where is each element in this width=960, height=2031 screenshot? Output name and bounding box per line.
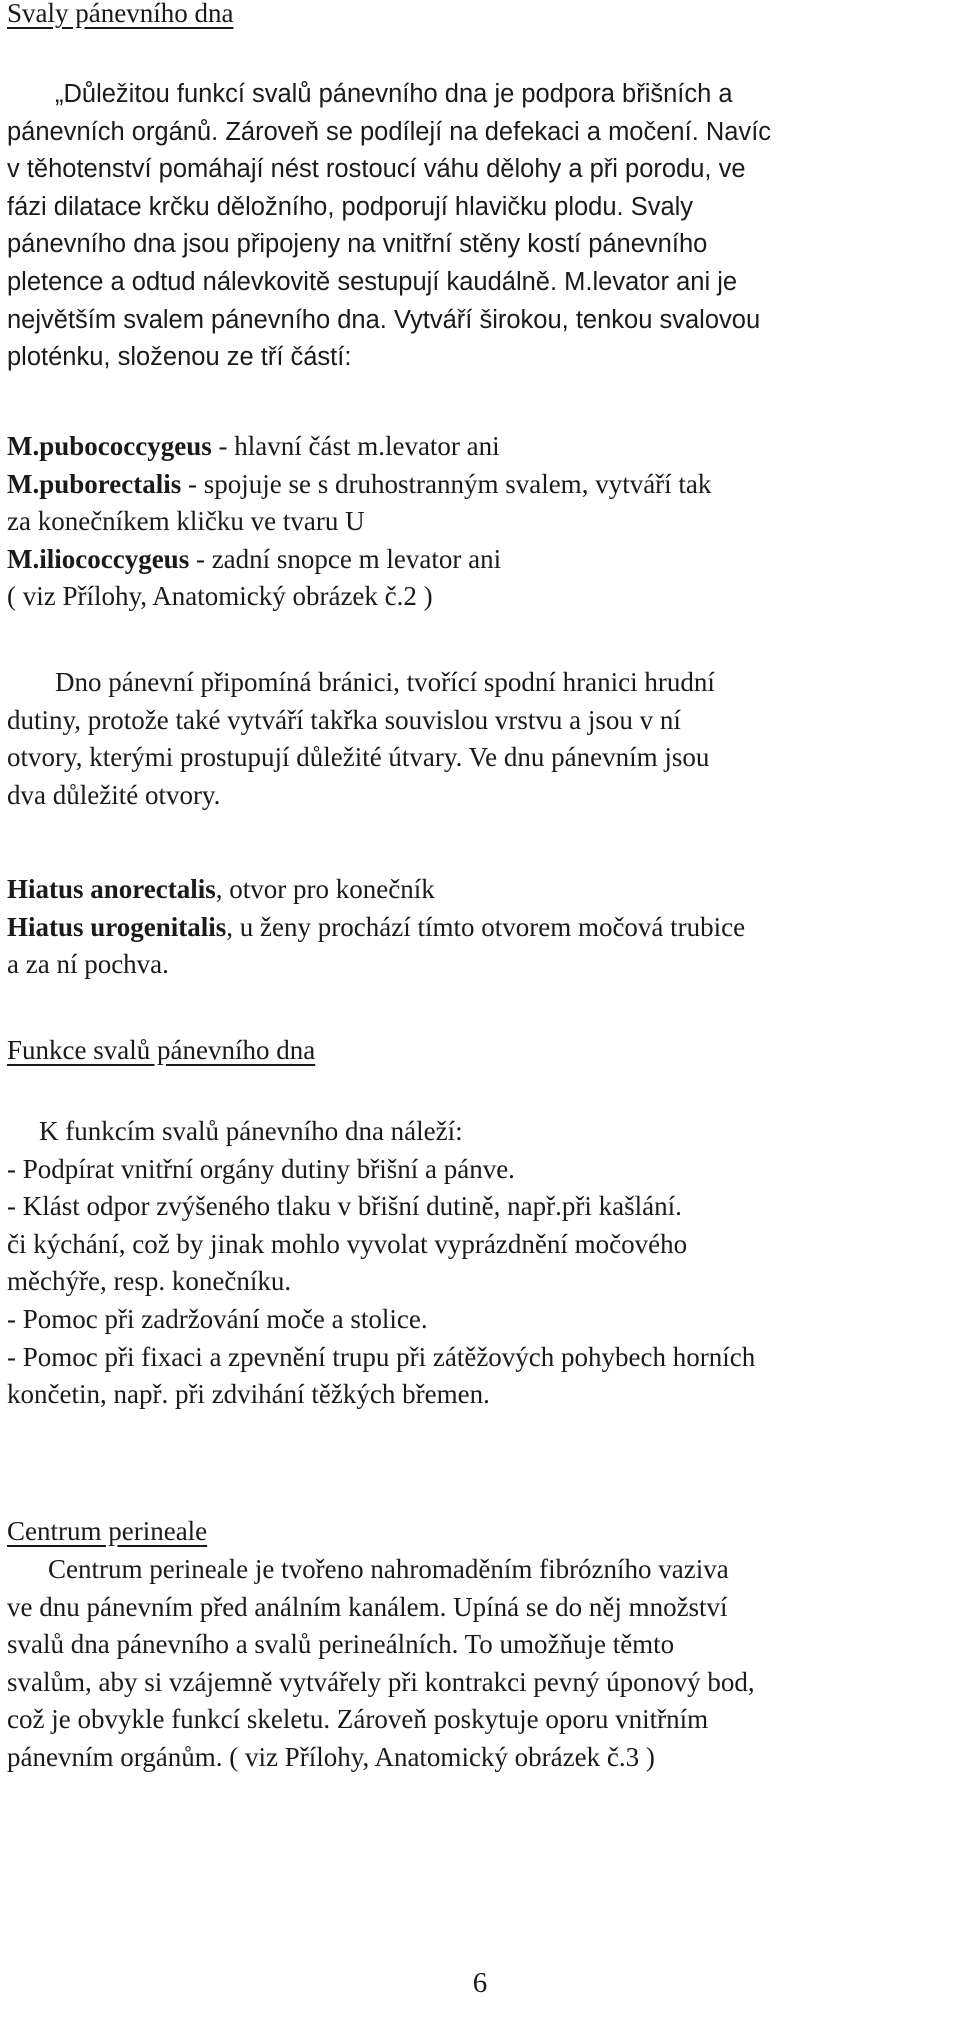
text-line: v těhotenství pomáhají nést rostoucí váhu dělohy a při porodu, ve — [7, 155, 746, 184]
list-item — [7, 503, 952, 541]
muscle-name: M.pubococcygeus — [7, 431, 212, 461]
list-item: končetin, např. při zdvihání těžkých břemen. — [7, 1379, 490, 1410]
text-line: svalům, aby si vzájemně vytvářely při kontrakci pevný úponový bod, — [7, 1666, 755, 1697]
text-line: největším svalem pánevního dna. Vytváří širokou, tenkou svalovou — [7, 305, 761, 334]
pelvic-floor-paragraph — [7, 664, 960, 814]
list-item: či kýchání, což by jinak mohlo vyvolat vyprázdnění močového — [7, 1228, 688, 1259]
text-line: ploténku, složenou ze tří částí: — [7, 343, 352, 372]
page-number: 6 — [472, 1967, 488, 1999]
muscle-name: M.iliococcygeus — [7, 543, 190, 574]
list-item — [7, 466, 952, 504]
text-line: pánevních orgánů. Zároveň se podílejí na defekaci a močení. Navíc — [7, 117, 772, 146]
list-item: - Pomoc při zadržování moče a stolice. — [7, 1303, 428, 1334]
list-item — [7, 871, 952, 909]
text-line: Centrum perineale je tvořeno nahromaděním fibrózního vaziva — [48, 1554, 729, 1584]
section-heading-pelvic-floor: Svaly pánevního dna — [7, 0, 234, 28]
hiatus-name: Hiatus urogenitalis — [7, 911, 227, 942]
text-line: pánevním orgánům. ( viz Přílohy, Anatomický obrázek č.3 ) — [7, 1741, 655, 1772]
figure-reference: ( viz Přílohy, Anatomický obrázek č.2 ) — [7, 581, 433, 612]
text-line: ve dnu pánevním před análním kanálem. Upíná se do něj množství — [7, 1591, 728, 1622]
text-line: pánevního dna jsou připojeny na vnitřní stěny kostí pánevního — [7, 230, 708, 259]
hiatus-desc: , otvor pro konečník — [215, 874, 435, 904]
text-line: což je obvykle funkcí skeletu. Zároveň poskytuje oporu vnitřním — [7, 1704, 709, 1735]
list-item — [7, 946, 952, 984]
hiatus-desc: a za ní pochva. — [7, 949, 169, 980]
hiatus-desc: , u ženy prochází tímto otvorem močová trubice — [226, 911, 746, 942]
list-item — [7, 909, 952, 947]
functions-list — [7, 1113, 952, 1414]
list-item: měchýře, resp. konečníku. — [7, 1266, 292, 1297]
text-line: Dno pánevní připomíná bránici, tvořící spodní hranici hrudní — [55, 667, 715, 697]
muscle-desc: - spojuje se s druhostranným svalem, vytváří tak — [181, 468, 712, 499]
intro-quote-paragraph — [7, 76, 960, 377]
section-heading-functions: Funkce svalů pánevního dna — [7, 1035, 316, 1065]
hiatus-name: Hiatus anorectalis — [7, 874, 216, 904]
functions-intro: K funkcím svalů pánevního dna náleží: — [39, 1116, 463, 1146]
list-item: - Pomoc při fixaci a zpevnění trupu při zátěžových pohybech horních — [7, 1341, 756, 1372]
hiatus-list — [7, 871, 952, 984]
muscle-list — [7, 428, 952, 616]
list-item — [7, 578, 952, 616]
text-line: otvory, kterými prostupují důležité útvary. Ve dnu pánevním jsou — [7, 742, 710, 773]
list-item — [7, 541, 952, 579]
text-line: dva důležité otvory. — [7, 779, 221, 810]
text-line: dutiny, protože také vytváří takřka souvislou vrstvu a jsou v ní — [7, 704, 681, 735]
centrum-perineale-paragraph — [7, 1551, 952, 1777]
list-item: - Podpírat vnitřní orgány dutiny břišní a pánve. — [7, 1153, 515, 1184]
section-heading-centrum-perineale: Centrum perineale — [7, 1516, 208, 1546]
text-line: fázi dilatace krčku děložního, podporují hlavičku plodu. Svaly — [7, 192, 694, 221]
muscle-desc: - zadní snopce m levator ani — [189, 543, 502, 574]
text-line: „Důležitou funkcí svalů pánevního dna je podpora břišních a — [55, 80, 733, 108]
muscle-name: M.puborectalis — [7, 468, 182, 499]
list-item: - Klást odpor zvýšeného tlaku v břišní dutině, např.při kašlání. — [7, 1191, 682, 1222]
muscle-desc: - hlavní část m.levator ani — [211, 431, 500, 461]
text-line: svalů dna pánevního a svalů perineálních. To umožňuje těmto — [7, 1629, 675, 1660]
muscle-desc: za konečníkem kličku ve tvaru U — [7, 506, 365, 537]
text-line: pletence a odtud nálevkovitě sestupují kaudálně. M.levator ani je — [7, 267, 738, 296]
list-item — [7, 428, 952, 466]
